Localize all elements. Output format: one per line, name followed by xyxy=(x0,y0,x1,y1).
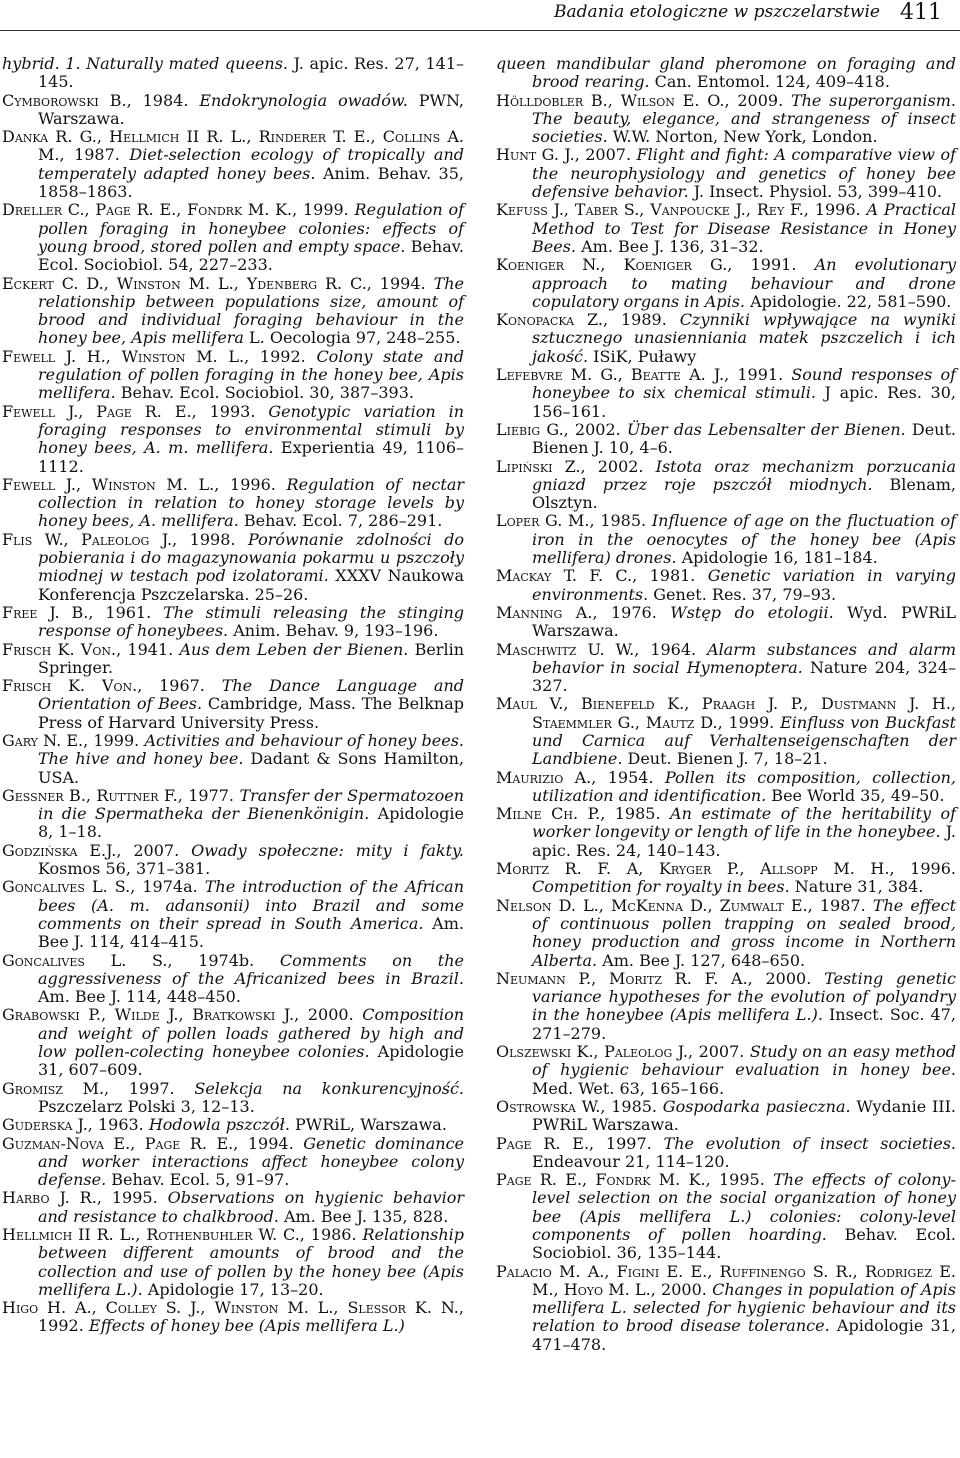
header-rule xyxy=(0,30,960,31)
reference-title: Changes in population of Apis mellifera L. selected for hygienic behaviour and its relation to brood disease tolerance. xyxy=(532,1279,957,1336)
reference-entry xyxy=(496,897,956,970)
reference-year: , 2007. xyxy=(574,145,637,165)
reference-source: Apidologie 8, 1–18. xyxy=(38,804,465,842)
reference-authors: Loper G. M. xyxy=(496,511,590,531)
reference-entry xyxy=(496,458,956,513)
reference-source: PWRiL, Warszawa. xyxy=(289,1115,447,1135)
reference-source: Wydanie III. PWRiL Warszawa. xyxy=(532,1096,956,1135)
reference-title: Activities and behaviour of honey bees. The hive and honey bee. xyxy=(38,730,465,769)
reference-authors: Fewell J., Winston M. L. xyxy=(2,474,215,494)
reference-title: Competition for royalty in bees. xyxy=(532,877,790,897)
reference-year: , 1981. xyxy=(632,566,708,586)
reference-title: Istota oraz mechanizm porzucania gniazd przez roje pszczół miodnych. xyxy=(532,456,957,494)
reference-authors: Fewell J., Page R. E. xyxy=(2,401,192,421)
reference-title: Genotypic variation in foraging responses to environmental stimuli by honey bees, A. m. mellifera. xyxy=(38,401,464,458)
reference-year: , 1997. xyxy=(589,1133,664,1153)
reference-entry xyxy=(496,1043,956,1098)
reference-year: , 1984. xyxy=(126,90,200,110)
reference-entry xyxy=(496,366,956,421)
reference-source: Behav. Ecol. Sociobiol. 54, 227–233. xyxy=(38,236,465,275)
reference-authors: Olszewski K., Paleolog J. xyxy=(496,1042,689,1062)
reference-year: , 2000. xyxy=(747,968,825,988)
reference-entry xyxy=(496,1098,956,1135)
reference-authors: Goncalives L. S. xyxy=(2,950,168,970)
reference-entry xyxy=(2,348,464,403)
reference-source: Kosmos 56, 371–381. xyxy=(38,859,211,879)
reference-year: , 2009. xyxy=(724,90,791,110)
reference-entry xyxy=(2,476,464,531)
reference-authors: Kefuss J., Taber S., Vanpoucke J., Rey F. xyxy=(496,200,804,220)
reference-entry xyxy=(2,641,464,678)
reference-year: , 1963. xyxy=(87,1115,149,1135)
reference-entry xyxy=(2,1116,464,1134)
reference-authors: Guzman-Nova E., Page R. E. xyxy=(2,1133,234,1153)
reference-title: The relationship between populations size, amount of brood and individual foraging behaviour in the honey bee, Apis mellifera xyxy=(38,273,465,348)
reference-source: Med. Wet. 63, 165–166. xyxy=(532,1078,725,1098)
reference-year: , 1994. xyxy=(233,1133,304,1153)
reference-authors: Gary N. E. xyxy=(2,730,84,750)
reference-year: , 2000. xyxy=(650,1279,713,1299)
reference-source: Blenam, Olsztyn. xyxy=(532,474,956,513)
reference-authors: Konopacka Z. xyxy=(496,310,603,330)
reference-year: , 1967. xyxy=(137,676,222,696)
reference-authors: Frisch K. Von. xyxy=(2,639,117,659)
reference-title: Pollen its composition, collection, utilization and identification. xyxy=(532,767,956,805)
reference-title: Genetic dominance and worker interactions affect honeybee colony defense. xyxy=(38,1133,464,1190)
reference-entry xyxy=(496,311,956,366)
reference-entry xyxy=(496,55,956,92)
reference-authors: Flis W., Paleolog J. xyxy=(2,529,173,549)
reference-entry xyxy=(2,604,464,641)
reference-authors: Lefebvre M. G., Beatte A. J. xyxy=(496,365,725,385)
reference-source: Behav. Ecol. 7, 286–291. xyxy=(238,511,443,531)
reference-year: , 1974b. xyxy=(167,950,280,970)
reference-authors: Maul V., Bienefeld K., Praagh J. P., Dustmann J. H., Staemmler G., Mautz D. xyxy=(496,694,956,732)
reference-year: , 1985. xyxy=(589,511,652,531)
reference-title: Flight and fight: A comparative view of the neurophysiology and genetics of honey bee defensive behavior. xyxy=(532,145,957,202)
reference-title: The superorganism. The beauty, elegance, and strangeness of insect societies. xyxy=(532,90,957,147)
reference-title: The introduction of the African bees (A. m. adansonii) into Brazil and some comments on their spread in South America. xyxy=(38,877,464,933)
reference-source: Experientia 49, 1106–1112. xyxy=(38,438,464,476)
reference-source: Apidologie 16, 181–184. xyxy=(676,548,878,568)
reference-authors: Koeniger N., Koeniger G. xyxy=(496,255,728,275)
reference-source: Nature 31, 384. xyxy=(789,877,924,897)
reference-entry xyxy=(496,769,956,806)
reference-title: The Dance Language and Orientation of Bees. xyxy=(38,676,465,714)
reference-source: Bee World 35, 49–50. xyxy=(766,785,945,805)
reference-title: Endokrynologia owadów. xyxy=(199,90,408,110)
reference-year: , 1998. xyxy=(172,529,248,549)
reference-entry xyxy=(2,1135,464,1190)
reference-title: Porównanie zdolności do pobierania i do magazynowania pokarmu u pszczoły miodnej w testach pod izolatorami. xyxy=(38,529,465,586)
reference-authors: Eckert C. D., Winston M. L., Ydenberg R. C. xyxy=(2,273,367,293)
reference-source: Am. Bee J. 127, 648–650. xyxy=(597,950,806,970)
reference-year: , 1992. xyxy=(244,346,317,366)
reference-title: Selekcja na konkurencyjność. xyxy=(194,1078,464,1098)
reference-authors: Nelson D. L., McKenna D., Zumwalt E. xyxy=(496,895,808,915)
reference-year: , 1997. xyxy=(104,1078,195,1098)
reference-source: Deut. Bienen J. 7, 18–21. xyxy=(622,749,828,769)
reference-title: Einfluss von Buckfast und Carnica auf Verhaltenseigenschaften der Landbiene. xyxy=(532,712,957,769)
reference-year: , 1996. xyxy=(214,474,287,494)
reference-source: J apic. Res. 30, 156–161. xyxy=(532,383,956,421)
reference-title: Composition and weight of pollen loads gathered by high and low pollen-colecting honeybee colonies. xyxy=(38,1005,465,1062)
reference-year: , 1964. xyxy=(634,639,708,659)
reference-authors: Higo H. A., Colley S. J., Winston M. L., Slessor K. N. xyxy=(2,1298,459,1318)
reference-year: , 1974a. xyxy=(130,877,205,897)
reference-entry xyxy=(2,1080,464,1117)
reference-entry xyxy=(496,604,956,641)
reference-year: , 1987. xyxy=(59,145,130,165)
reference-title: The stimuli releasing the stinging response of honeybees. xyxy=(38,602,465,641)
reference-authors: Ostrowska W. xyxy=(496,1096,601,1116)
reference-year: , 1996. xyxy=(889,859,956,879)
reference-year: , 2007. xyxy=(688,1042,750,1062)
reference-source: W.W. Norton, New York, London. xyxy=(607,127,878,147)
reference-source: Apidologie 31, 607–609. xyxy=(38,1042,465,1080)
reference-source: Am. Bee J. 136, 31–32. xyxy=(576,236,764,256)
reference-year: , 1976. xyxy=(592,602,671,622)
reference-authors: Grabowski P., Wilde J., Bratkowski J. xyxy=(2,1005,295,1025)
reference-year: , 1954. xyxy=(591,767,665,787)
reference-year: , 1991. xyxy=(724,365,792,385)
reference-year: , 1999. xyxy=(717,712,781,732)
reference-authors: Neumann P., Moritz R. F. A. xyxy=(496,968,748,988)
reference-year: , 1989. xyxy=(602,310,680,330)
reference-authors: Maurizio A. xyxy=(496,767,592,787)
reference-title: Effects of honey bee (Apis mellifera L.) xyxy=(88,1316,405,1336)
reference-source: Pszczelarz Polski 3, 12–13. xyxy=(38,1096,255,1116)
reference-year: , 1986. xyxy=(299,1225,363,1244)
journal-title: Badania etologiczne w pszczelarstwie xyxy=(554,2,880,22)
reference-year: , 1991. xyxy=(727,255,815,275)
reference-year: , 1999. xyxy=(292,200,355,220)
reference-entry xyxy=(496,567,956,604)
reference-source: Endeavour 21, 114–120. xyxy=(532,1151,730,1171)
reference-title: Sound responses of honeybee to six chemical stimuli. xyxy=(532,365,957,403)
reference-authors: Hellmich II R. L., Rothenbuhler W. C. xyxy=(2,1225,300,1244)
reference-year: , 1985. xyxy=(600,1096,663,1116)
reference-title: Regulation of nectar collection in relation to honey storage levels by honey bees, A. mellifera. xyxy=(38,474,465,531)
reference-source: XXXV Naukowa Konferencja Pszczelarska. 25–26. xyxy=(38,566,464,604)
reference-authors: Liebig G. xyxy=(496,419,564,439)
reference-title: Hodowla pszczół. xyxy=(148,1115,290,1135)
reference-year: , 2002. xyxy=(580,456,656,476)
reference-source: Berlin Springer. xyxy=(38,639,464,677)
page-number: 411 xyxy=(900,0,942,25)
reference-source: Apidologie 31, 471–478. xyxy=(532,1316,956,1354)
reference-authors: Free J. B. xyxy=(2,602,89,622)
reference-source: Anim. Behav. 35, 1858–1863. xyxy=(38,163,464,202)
reference-source: Anim. Behav. 9, 193–196. xyxy=(228,621,439,641)
reference-authors: Frisch K. Von. xyxy=(2,676,138,696)
reference-source: Nature 204, 324–327. xyxy=(532,657,957,696)
reference-entry xyxy=(496,641,956,696)
reference-authors: Godzińska E.J. xyxy=(2,840,117,860)
reference-title: Genetic variation in varying environments. xyxy=(532,566,956,604)
reference-year: , 1995. xyxy=(705,1170,774,1190)
reference-year: , 1999. xyxy=(83,730,145,750)
reference-entry xyxy=(496,1263,956,1354)
reference-entry xyxy=(2,55,464,92)
reference-entry xyxy=(2,531,464,604)
reference-year: , 2002. xyxy=(563,419,627,439)
reference-year: , 2000. xyxy=(294,1005,363,1025)
reference-entry xyxy=(496,256,956,311)
reference-source: J. apic. Res. 27, 141–145. xyxy=(38,54,464,92)
reference-entry xyxy=(2,1006,464,1079)
reference-authors: Milne Ch. P. xyxy=(496,804,601,824)
reference-source: ISiK, Puławy xyxy=(588,346,697,366)
reference-entry xyxy=(2,677,464,732)
reference-authors: Moritz R. F. A, Kryger P., Allsopp M. H. xyxy=(496,859,890,879)
reference-title: Relationship between different amounts of brood and the collection and use of pollen by the honey bee (Apis mellifera L.). xyxy=(38,1225,464,1299)
reference-entry xyxy=(2,403,464,476)
right-reference-column xyxy=(496,55,956,1354)
reference-entry xyxy=(496,695,956,768)
reference-year: , 1995. xyxy=(96,1188,168,1208)
reference-entry xyxy=(2,1226,464,1299)
reference-authors: Gromisz M. xyxy=(2,1078,105,1098)
reference-entry xyxy=(496,92,956,147)
reference-entry xyxy=(496,201,956,256)
reference-entry xyxy=(496,146,956,201)
reference-title: Study on an easy method of hygienic behaviour evaluation in honey bee. xyxy=(532,1042,957,1080)
page-header xyxy=(0,0,960,30)
reference-title: queen mandibular gland pheromone on foraging and brood rearing. xyxy=(496,54,956,92)
reference-authors: Page R. E. xyxy=(496,1133,590,1153)
reference-title: The effects of colony-level selection on the social organization of honey bee (Apis mellifera L.) colonies: colony-level components of pollen hoarding. xyxy=(532,1170,956,1244)
reference-title: Gospodarka pasieczna. xyxy=(662,1096,851,1116)
reference-year: , 1992. xyxy=(38,1298,464,1336)
reference-year: , 2007. xyxy=(116,840,192,860)
reference-title: Testing genetic variance hypotheses for the evolution of polyandry in the honeybee (Apis mellifera L.). xyxy=(532,968,957,1025)
reference-source: Behav. Ecol. 5, 91–97. xyxy=(106,1170,290,1190)
reference-source: Apidologie 17, 13–20. xyxy=(142,1279,324,1299)
reference-entry xyxy=(2,787,464,842)
reference-year: , 1994. xyxy=(366,273,434,293)
reference-source: Behav. Ecol. Sociobiol. 30, 387–393. xyxy=(115,383,414,403)
reference-title: Comments on the aggressiveness of the Africanized bees in Brazil. xyxy=(38,950,464,988)
reference-source: Behav. Ecol. Sociobiol. 36, 135–144. xyxy=(532,1225,957,1263)
reference-authors: Goncalives L. S. xyxy=(2,877,131,897)
reference-title: Owady społeczne: mity i fakty. xyxy=(191,840,465,860)
reference-title: Wstęp do etologii. xyxy=(670,602,834,622)
reference-source: Insect. Soc. 47, 271–279. xyxy=(532,1005,956,1043)
reference-authors: Maschwitz U. W. xyxy=(496,639,635,659)
reference-entry xyxy=(2,732,464,787)
reference-entry xyxy=(2,128,464,201)
reference-authors: Hunt G. J. xyxy=(496,145,575,165)
reference-authors: Page R. E., Fondrk M. K. xyxy=(496,1170,706,1190)
reference-title: The evolution of insect societies. xyxy=(663,1133,956,1153)
reference-title: An estimate of the heritability of worker longevity or length of life in the honeybee. xyxy=(532,804,957,842)
reference-entry xyxy=(496,421,956,458)
reference-source: Deut. Bienen J. 10, 4–6. xyxy=(532,419,956,458)
reference-source: Wyd. PWRiL Warszawa. xyxy=(532,602,957,641)
reference-year: , 1996. xyxy=(803,200,867,220)
reference-authors: Gessner B., Ruttner F. xyxy=(2,785,178,805)
reference-authors: Guderska J. xyxy=(2,1115,88,1135)
reference-title: Aus dem Leben der Bienen. xyxy=(179,639,409,659)
reference-authors: Lipiński Z. xyxy=(496,456,581,476)
reference-authors: Manning A. xyxy=(496,602,593,622)
reference-entry xyxy=(496,1135,956,1172)
reference-year: , 1977. xyxy=(177,785,240,805)
reference-entry xyxy=(2,92,464,129)
reference-entry xyxy=(2,878,464,951)
reference-title: Regulation of pollen foraging in honeybee colonies: effects of young brood, stored pollen and empty space. xyxy=(38,200,465,256)
reference-source: J. apic. Res. 24, 140–143. xyxy=(532,822,956,860)
reference-title: Transfer der Spermatozoen in die Spermatheka der Bienenkönigin. xyxy=(38,785,464,824)
reference-entry xyxy=(2,201,464,274)
reference-title: Alarm substances and alarm behavior in social Hymenoptera. xyxy=(532,639,956,677)
reference-year: , 1961. xyxy=(88,602,164,622)
reference-source: J. Insect. Physiol. 53, 399–410. xyxy=(688,182,943,202)
reference-title: hybrid. 1. Naturally mated queens. xyxy=(2,54,289,73)
reference-source: Genet. Res. 37, 79–93. xyxy=(648,584,837,604)
reference-title: An evolutionary approach to mating behaviour and drone copulatory organs in Apis. xyxy=(532,255,957,311)
reference-entry xyxy=(496,860,956,897)
reference-source: Am. Bee J. 135, 828. xyxy=(278,1206,449,1226)
reference-entry xyxy=(496,512,956,567)
reference-source: Am. Bee J. 114, 414–415. xyxy=(38,913,464,952)
reference-source: Dadant & Sons Hamilton, USA. xyxy=(38,749,464,787)
reference-title: Observations on hygienic behavior and resistance to chalkbrood. xyxy=(38,1188,464,1226)
reference-source: Can. Entomol. 124, 409–418. xyxy=(649,72,890,92)
reference-title: Diet-selection ecology of tropically and temperately adapted honey bees. xyxy=(38,145,464,183)
reference-authors: Fewell J. H., Winston M. L. xyxy=(2,346,245,366)
reference-entry xyxy=(2,842,464,879)
reference-source: L. Oecologia 97, 248–255. xyxy=(243,328,461,348)
reference-year: , 1985. xyxy=(600,804,671,824)
reference-authors: Mackay T. F. C. xyxy=(496,566,633,586)
reference-source: Am. Bee J. 114, 448–450. xyxy=(38,987,241,1007)
reference-entry xyxy=(496,805,956,860)
reference-title: Über das Lebensalter der Bienen. xyxy=(626,419,906,439)
reference-entry xyxy=(2,275,464,348)
reference-authors: Danka R. G., Hellmich II R. L., Rinderer T. E., Collins A. M. xyxy=(2,127,464,165)
reference-title: Czynniki wpływające na wyniki sztucznego unasienniania matek pszczelich i ich jakość. xyxy=(532,310,957,366)
reference-authors: Dreller C., Page R. E., Fondrk M. K. xyxy=(2,200,293,220)
reference-authors: Cymborowski B. xyxy=(2,90,127,110)
reference-title: Colony state and regulation of pollen foraging in the honey bee, Apis mellifera. xyxy=(38,346,464,403)
reference-source: Cambridge, Mass. The Belknap Press of Harvard University Press. xyxy=(38,694,465,732)
reference-authors: Hölldobler B., Wilson E. O. xyxy=(496,90,725,110)
reference-entry xyxy=(2,952,464,1007)
reference-source: Apidologie. 22, 581–590. xyxy=(745,291,952,311)
reference-title: The effect of continuous pollen trapping on sealed brood, honey production and gross income in Northern Alberta. xyxy=(532,895,956,970)
reference-year: , 1993. xyxy=(191,401,269,421)
reference-title: Influence of age on the fluctuation of iron in the oenocytes of the honey bee (Apis mellifera) drones. xyxy=(532,511,957,568)
reference-authors: Palacio M. A., Figini E. E., Ruffinengo S. R., Rodrigez E. M., Hoyo M. L. xyxy=(496,1261,956,1299)
reference-entry xyxy=(2,1299,464,1336)
reference-year: , 1941. xyxy=(116,639,180,659)
reference-entry xyxy=(2,1189,464,1226)
reference-entry xyxy=(496,1171,956,1262)
reference-title: A Practical Method to Test for Disease Resistance in Honey Bees. xyxy=(532,200,957,256)
left-reference-column xyxy=(2,55,464,1336)
reference-year: , 1987. xyxy=(807,895,873,915)
reference-authors: Harbo J. R. xyxy=(2,1188,97,1208)
reference-entry xyxy=(496,970,956,1043)
reference-source: PWN, Warszawa. xyxy=(38,90,465,128)
